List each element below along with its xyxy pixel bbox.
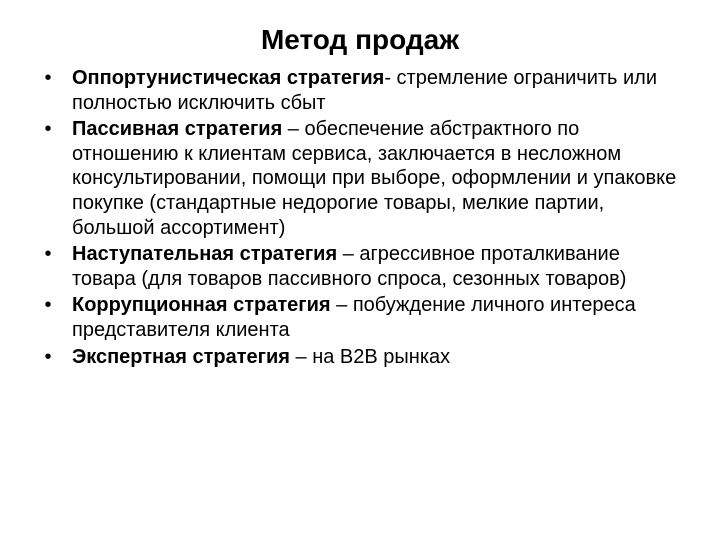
- bullet-item-passive: [0, 117, 700, 240]
- slide-title-text: Метод продаж: [260, 24, 460, 55]
- bullet-text: – на В2В рынках: [289, 345, 451, 368]
- bullet-icon: •: [44, 294, 52, 317]
- bullet-item-opportunistic: [0, 66, 700, 115]
- bullet-text: – обеспечение абстрактного по отношению к клиентам сервиса, заключается в несложном консультировании, помощи при выборе, оформлении и упаковке покупке (стандартные недорогие товары, мелкие партии, большой ассортимент): [72, 118, 677, 239]
- bullet-icon: •: [44, 243, 52, 266]
- bullet-text: – побуждение личного интереса представителя клиента: [72, 294, 636, 341]
- bullet-list: [0, 66, 700, 371]
- bullet-term: Оппортунистическая стратегия: [72, 67, 385, 89]
- bullet-term: Коррупционная стратегия: [72, 294, 331, 317]
- bullet-term: Экспертная стратегия: [72, 345, 290, 368]
- slide-title: [0, 22, 720, 58]
- bullet-item-expert: [0, 345, 700, 370]
- bullet-icon: •: [44, 118, 52, 141]
- bullet-text: – агрессивное проталкивание товара (для товаров пассивного спроса, сезонных товаров): [72, 243, 627, 290]
- bullet-icon: •: [44, 345, 52, 368]
- bullet-term: Наступательная стратегия: [72, 243, 338, 266]
- bullet-item-offensive: [0, 242, 700, 291]
- bullet-term: Пассивная стратегия: [72, 118, 283, 141]
- bullet-icon: •: [44, 67, 52, 89]
- bullet-item-corruption: [0, 293, 700, 342]
- bullet-text: - стремление ограничить или полностью исключить сбыт: [72, 67, 658, 114]
